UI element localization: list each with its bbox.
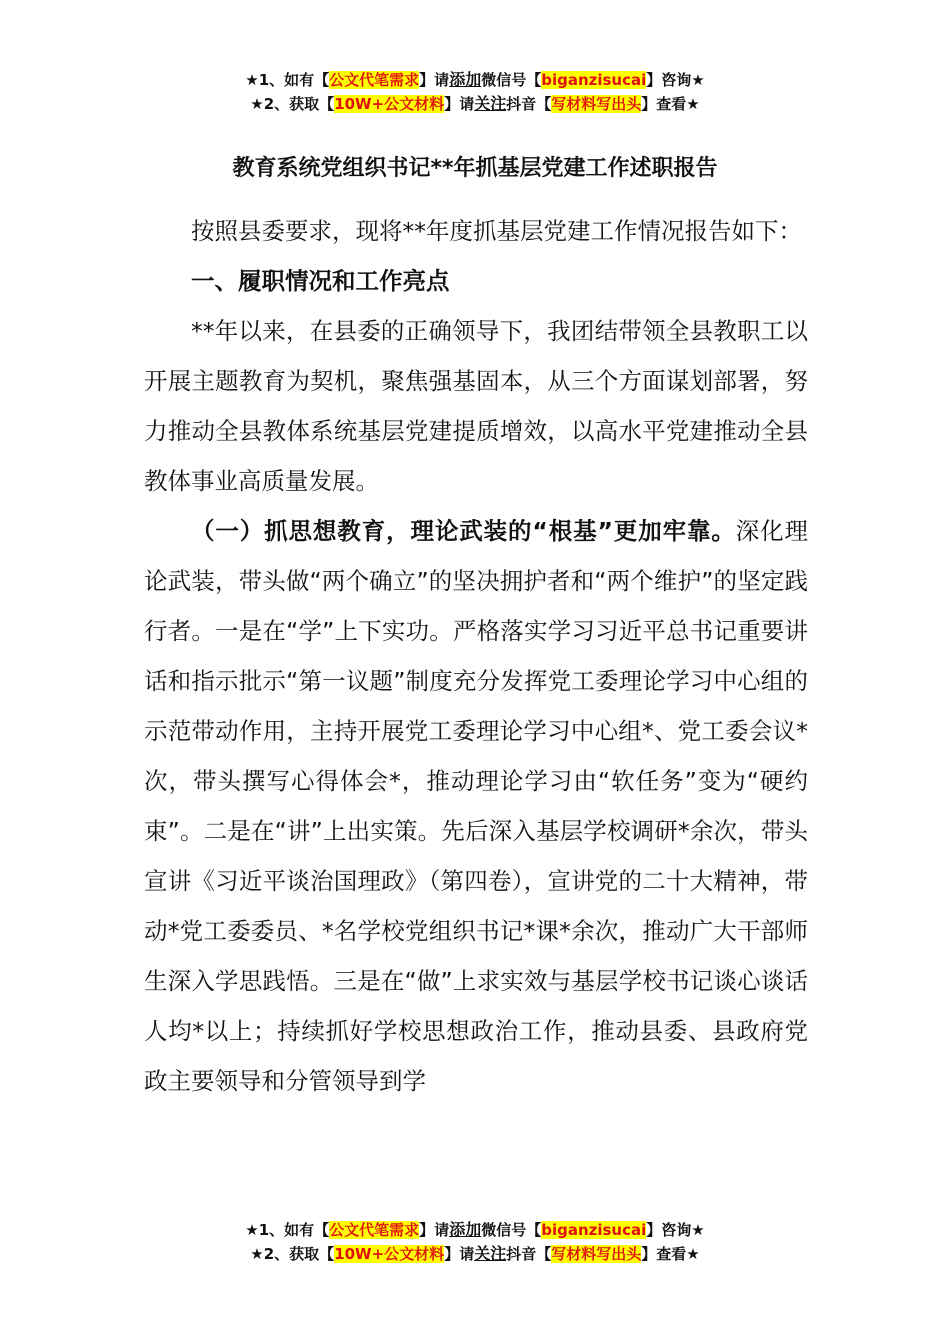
banner-line-1: ★1、如有【公文代笔需求】请添加微信号【biganzisucai】咨询★ [245,1220,705,1239]
section-heading: 一、履职情况和工作亮点 [191,267,450,295]
banner-highlight: 公文代笔需求 [329,71,420,89]
banner-highlight: biganzisucai [541,1221,647,1239]
banner-highlight: 写材料写出头 [551,95,642,113]
document-title: 教育系统党组织书记**年抓基层党建工作述职报告 [232,156,718,181]
banner-line-2: ★2、获取【10W+公文材料】请关注抖音【写材料写出头】查看★ [250,1244,700,1263]
document-body [144,206,808,1106]
intro-paragraph: 按照县委要求，现将**年度抓基层党建工作情况报告如下： [191,217,802,245]
subsection-text: 深化理论武装，带头做“两个确立”的坚决拥护者和“两个维护”的坚定践行者。一是在“学”上下实功。严格落实学习习近平总书记重要讲话和指示批示“第一议题”制度充分发挥党工委理论学习中心组的示范带动作用，主持开展党工委理论学习中心组*、党工委会议*次，带头撰写心得体会*，推动理论学习由“软任务”变为“硬约束”。二是在“讲”上出实策。先后深入基层学校调研*余次，带头宣讲《习近平谈治国理政》（第四卷），宣讲党的二十大精神，带动*党工委委员、*名学校党组织书记*课*余次，推动广大干部师生深入学思践悟。三是在“做”上求实效与基层学校书记谈心谈话人均*以上；持续抓好学校思想政治工作，推动县委、县政府党政主要领导和分管领导到学 [144,517,809,1095]
banner-highlight: 写材料写出头 [551,1245,642,1263]
banner-highlight: biganzisucai [541,71,647,89]
subsection-paragraph [144,506,808,1106]
banner-highlight: 10W+公文材料 [334,95,445,113]
footer-banner [0,1218,950,1266]
banner-highlight: 公文代笔需求 [329,1221,420,1239]
subsection-lead: （一）抓思想教育，理论武装的“根基”更加牢靠。 [191,517,736,545]
banner-highlight: 10W+公文材料 [334,1245,445,1263]
banner-line-1: ★1、如有【公文代笔需求】请添加微信号【biganzisucai】咨询★ [245,70,705,89]
header-banner [0,68,950,116]
section-paragraph: **年以来，在县委的正确领导下，我团结带领全县教职工以开展主题教育为契机，聚焦强基固本，从三个方面谋划部署，努力推动全县教体系统基层党建提质增效，以高水平党建推动全县教体事业高质量发展。 [144,317,808,495]
banner-line-2: ★2、获取【10W+公文材料】请关注抖音【写材料写出头】查看★ [250,94,700,113]
